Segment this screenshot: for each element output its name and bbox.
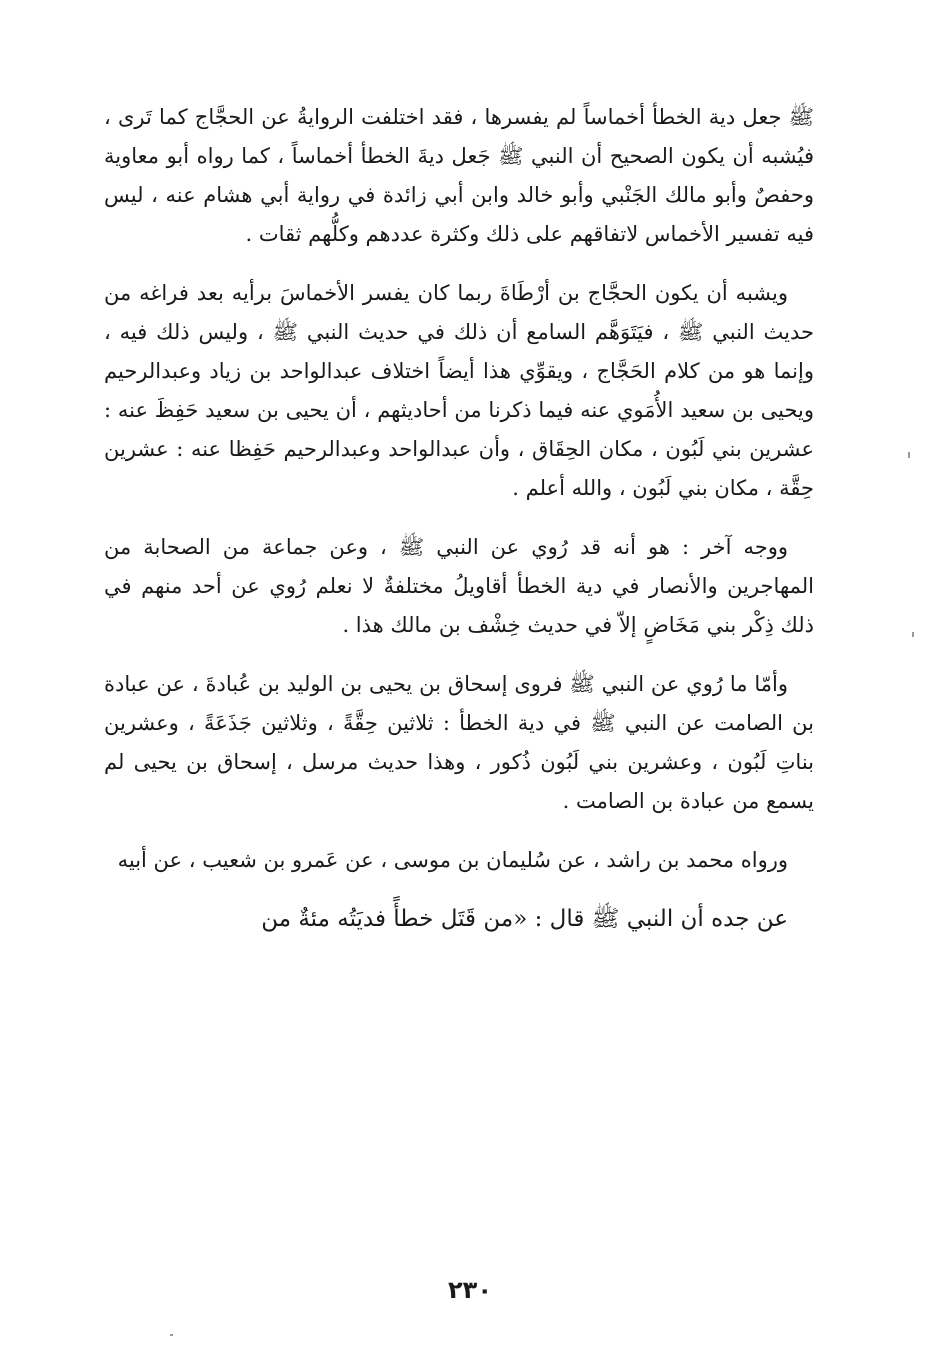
scan-speck [912, 632, 914, 637]
paragraph-6: عن جده أن النبي ﷺ قال : «من قَتَل خطأً فديَتُه مئةٌ من [261, 906, 788, 932]
scan-speck [170, 1334, 173, 1336]
page-number: ٢٣٠ [448, 1276, 492, 1304]
paragraph-1: ﷺ جعل دية الخطأ أخماساً لم يفسرها ، فقد اختلفت الروايةُ عن الحجَّاج كما تَرى ، فيُشبه أن يكون الصحيح أن النبي ﷺ جَعل ديةَ الخطأ أخماساً ، كما رواه أبو معاوية وحفصٌ وأبو مالك الجَنْبي وأبو خالد وابن أبي زائدة في رواية أبي هشام عنه ، ليس فيه تفسير الأخماس لاتفاقهم على ذلك وكثرة عددهم وكلُّهم ثقات . [104, 105, 814, 246]
scan-speck [908, 452, 910, 458]
paragraph-2: ويشبه أن يكون الحجَّاج بن أرْطَاةَ ربما كان يفسر الأخماسَ برأيه بعد فراغه من حديث النبي ﷺ ، فيَتَوَهَّم السامع أن ذلك في حديث النبي ﷺ ، وليس ذلك فيه ، وإنما هو من كلام الحَجَّاج ، ويقوِّي هذا أيضاً اختلاف عبدالواحد بن زياد وعبدالرحيم ويحيى بن سعيد الأُمَوي عنه فيما ذكرنا من أحاديثهم ، أن يحيى بن سعيد حَفِظَ عنه : عشرين بني لَبُون ، مكان الحِقَاق ، وأن عبدالواحد وعبدالرحيم حَفِظا عنه : عشرين حِقَّة ، مكان بني لَبُون ، والله أعلم . [104, 281, 814, 500]
paragraph-5: ورواه محمد بن راشد ، عن سُليمان بن موسى ، عن عَمرو بن شعيب ، عن أبيه [117, 848, 788, 872]
paragraph-4: وأمّا ما رُوي عن النبي ﷺ فروى إسحاق بن يحيى بن الوليد بن عُبادةَ ، عن عبادة بن الصامت عن النبي ﷺ في دية الخطأ : ثلاثين حِقَّةً ، وثلاثين جَذَعَةً ، وعشرين بناتِ لَبُون ، وعشرين بني لَبُون ذُكور ، وهذا حديث مرسل ، إسحاق بن يحيى لم يسمع من عبادة بن الصامت . [104, 672, 814, 813]
paragraph-3: ووجه آخر : هو أنه قد رُوي عن النبي ﷺ ، وعن جماعة من الصحابة من المهاجرين والأنصار في دية الخطأ أقاويلُ مختلفةٌ لا نعلم رُوي عن أحد منهم في ذلك ذِكْر بني مَخَاضٍ إلاّ في حديث خِشْف بن مالك هذا . [104, 535, 814, 637]
body-text [104, 98, 814, 959]
